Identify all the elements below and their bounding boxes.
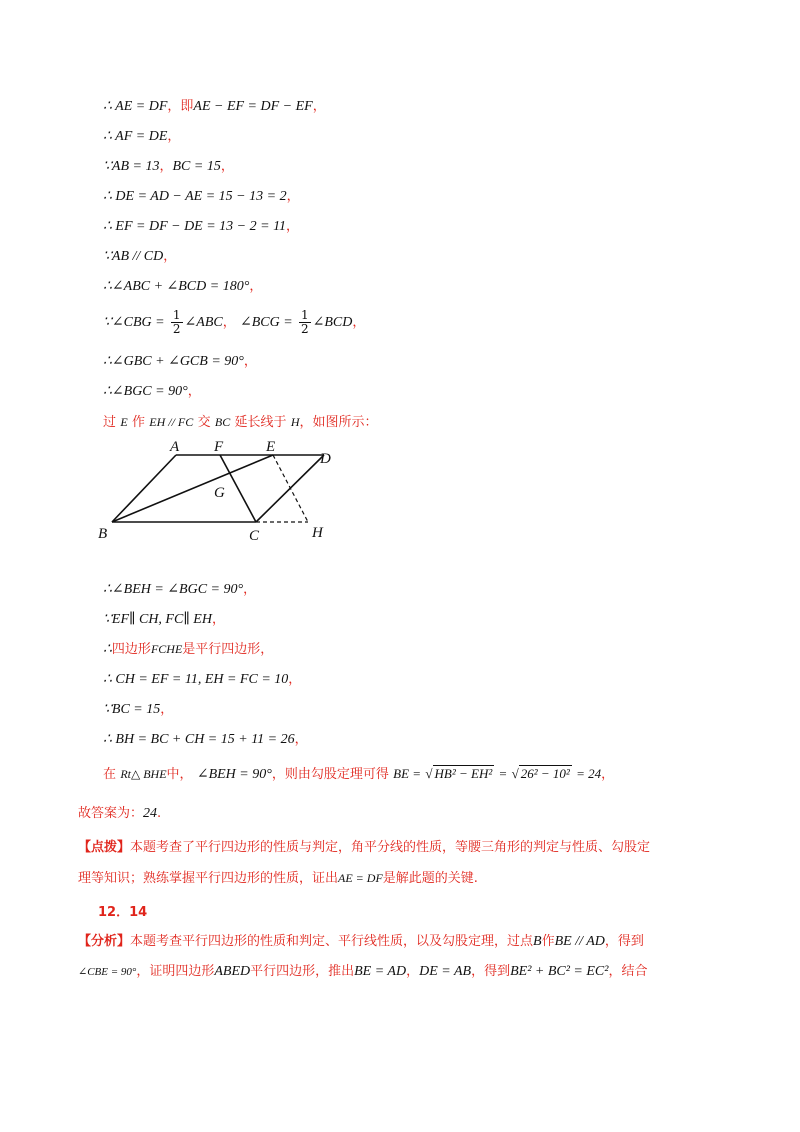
proof-line-3 (103, 157, 234, 176)
separator: ， (249, 279, 263, 294)
text: 中， (166, 767, 193, 782)
text: ，则由勾股定理可得 (271, 767, 389, 782)
math: ∴ AE = DF (103, 99, 168, 114)
label-E: E (266, 440, 276, 455)
dianbo-paragraph (78, 833, 728, 894)
math: ∠CBE = 90° (78, 966, 137, 978)
text: 在 (103, 767, 117, 782)
separator: ， (243, 354, 257, 369)
fraction-numerator: 1 (172, 308, 181, 322)
math: ∴ BH = BC + CH = 15 + 11 = 26 (103, 732, 295, 747)
text: 延长线于 (234, 415, 287, 430)
fenxi-text: ，得到 (471, 964, 511, 979)
math: FCHE (150, 642, 183, 656)
math: = (498, 766, 508, 781)
answer-line (78, 799, 728, 829)
proof-line-12 (103, 610, 225, 629)
proof-line-6 (103, 247, 176, 266)
sqrt-expression-2: √ 26² − 10² (511, 766, 570, 781)
label-F: F (214, 440, 224, 455)
fenxi-text: ，结合 (608, 964, 648, 979)
math: = 24 (576, 766, 602, 781)
separator: ， (352, 315, 366, 330)
math: AE − EF = DF − EF (193, 99, 313, 114)
proof-line-17 (103, 765, 614, 784)
separator: ， (160, 702, 174, 717)
math: EH // FC (149, 415, 194, 429)
math: ∴∠BGC = 90° (103, 384, 188, 399)
question-12-number: 12．14 (98, 905, 148, 920)
math: DE = AB (419, 964, 472, 979)
math: ∵EF∥ CH, FC∥ EH (103, 612, 212, 627)
math: BE² + BC² = EC² (510, 964, 609, 979)
fenxi-text: 作 (541, 934, 555, 949)
sqrt-content: 26² − 10² (520, 766, 570, 781)
math: ∵AB // CD (103, 249, 164, 264)
math: BC (214, 415, 231, 429)
connector-text: 即 (180, 99, 194, 114)
proof-line-13 (103, 640, 273, 659)
proof-line-16 (103, 730, 308, 749)
label-C: C (249, 528, 260, 544)
label-A: A (170, 440, 180, 455)
separator: ， (243, 582, 257, 597)
text: 交 (197, 415, 211, 430)
fraction (171, 309, 183, 336)
fraction-numerator: 1 (301, 308, 309, 322)
separator: ， (211, 612, 225, 627)
math: Rt△ BHE (120, 767, 167, 781)
math: ∵BC = 15 (103, 702, 161, 717)
separator: ， (167, 129, 181, 144)
math: ∴∠BEH = ∠BGC = 90° (103, 582, 244, 597)
proof-line-5 (103, 217, 299, 236)
label-H: H (312, 525, 323, 541)
separator: ， (163, 249, 177, 264)
label-B: B (98, 526, 108, 542)
dianbo-text: 是解此题的关键. (382, 871, 478, 886)
separator: ， (286, 189, 300, 204)
fenxi-text: ， (406, 964, 420, 979)
proof-line-2 (103, 127, 180, 146)
math: BE = (393, 766, 422, 781)
fenxi-text: ，得到 (604, 934, 644, 949)
fenxi-tag: 【分析】 (78, 934, 131, 949)
math: ∴ DE = AD − AE = 15 − 13 = 2 (103, 189, 287, 204)
text: ，如图所示： (299, 415, 378, 430)
dianbo-text: 本题考查了平行四边形的性质与判定，角平分线的性质，等腰三角形的判定与性质、勾股定 (130, 840, 651, 855)
math: ∴ CH = EF = 11, EH = FC = 10 (103, 672, 289, 687)
separator: ， (159, 159, 173, 174)
separator: ， (222, 315, 236, 330)
text: 过 (103, 415, 117, 430)
sqrt-content: HB² − EH² (434, 766, 493, 781)
separator: ， (312, 99, 326, 114)
math: ∠ABC (184, 315, 223, 330)
math: ∠BCD (312, 315, 353, 330)
math: B (533, 934, 542, 949)
math: AE = DF (338, 871, 383, 885)
math: BE // AD (554, 934, 605, 949)
fenxi-text: ，证明四边形 (136, 964, 215, 979)
proof-line-14 (103, 670, 301, 689)
math: ∴∠ABC + ∠BCD = 180° (103, 279, 250, 294)
math: ∠BCG = (240, 315, 293, 330)
separator: ， (220, 159, 234, 174)
label-D: D (320, 451, 331, 467)
sqrt-expression-1: √ HB² − EH² (425, 766, 493, 781)
math: BE = AD (354, 964, 407, 979)
construction-line (103, 413, 378, 432)
math: ∵AB = 13 (103, 159, 160, 174)
segment-BE (112, 455, 273, 522)
math: E (120, 415, 128, 429)
separator: ， (294, 732, 308, 747)
proof-line-4 (103, 187, 300, 206)
geometry-figure (96, 440, 356, 550)
math: ∴ EF = DF − DE = 13 − 2 = 11 (103, 219, 287, 234)
separator: . (157, 806, 162, 821)
math: H (290, 415, 300, 429)
fenxi-text: 平行四边形，推出 (250, 964, 355, 979)
separator: ， (286, 219, 300, 234)
math: ∠BEH = 90° (196, 767, 272, 782)
segment-AB (112, 455, 176, 522)
fraction (299, 309, 311, 336)
math: ∴ AF = DE (103, 129, 168, 144)
proof-line-8 (103, 307, 365, 338)
proof-line-11 (103, 580, 256, 599)
text: 是平行四边形， (182, 642, 274, 657)
math: ∴ (103, 642, 112, 657)
separator: ， (288, 672, 302, 687)
dianbo-tag: 【点拨】 (78, 840, 131, 855)
proof-line-7 (103, 277, 262, 296)
fenxi-paragraph (78, 927, 728, 987)
dianbo-text: 理等知识；熟练掌握平行四边形的性质，证出 (78, 871, 339, 886)
proof-line-15 (103, 700, 173, 719)
math: ABED (214, 964, 251, 979)
proof-line-9 (103, 352, 257, 371)
text: 作 (131, 415, 145, 430)
math: ∵∠CBG = (103, 315, 165, 330)
proof-line-10 (103, 382, 201, 401)
text: 四边形 (111, 642, 151, 657)
fenxi-text: 本题考查平行四边形的性质和判定、平行线性质，以及勾股定理，过点 (130, 934, 534, 949)
separator: ， (601, 767, 615, 782)
fraction-denominator: 2 (301, 322, 309, 336)
math: ∴∠GBC + ∠GCB = 90° (103, 354, 244, 369)
segment-EH (273, 455, 308, 522)
math: BC = 15 (172, 159, 221, 174)
separator: ， (167, 99, 181, 114)
proof-line-1 (103, 97, 326, 116)
answer-value: 24 (143, 806, 158, 821)
separator: ， (187, 384, 201, 399)
answer-label: 故答案为： (78, 806, 144, 821)
fraction-denominator: 2 (172, 322, 181, 336)
label-G: G (214, 485, 225, 501)
